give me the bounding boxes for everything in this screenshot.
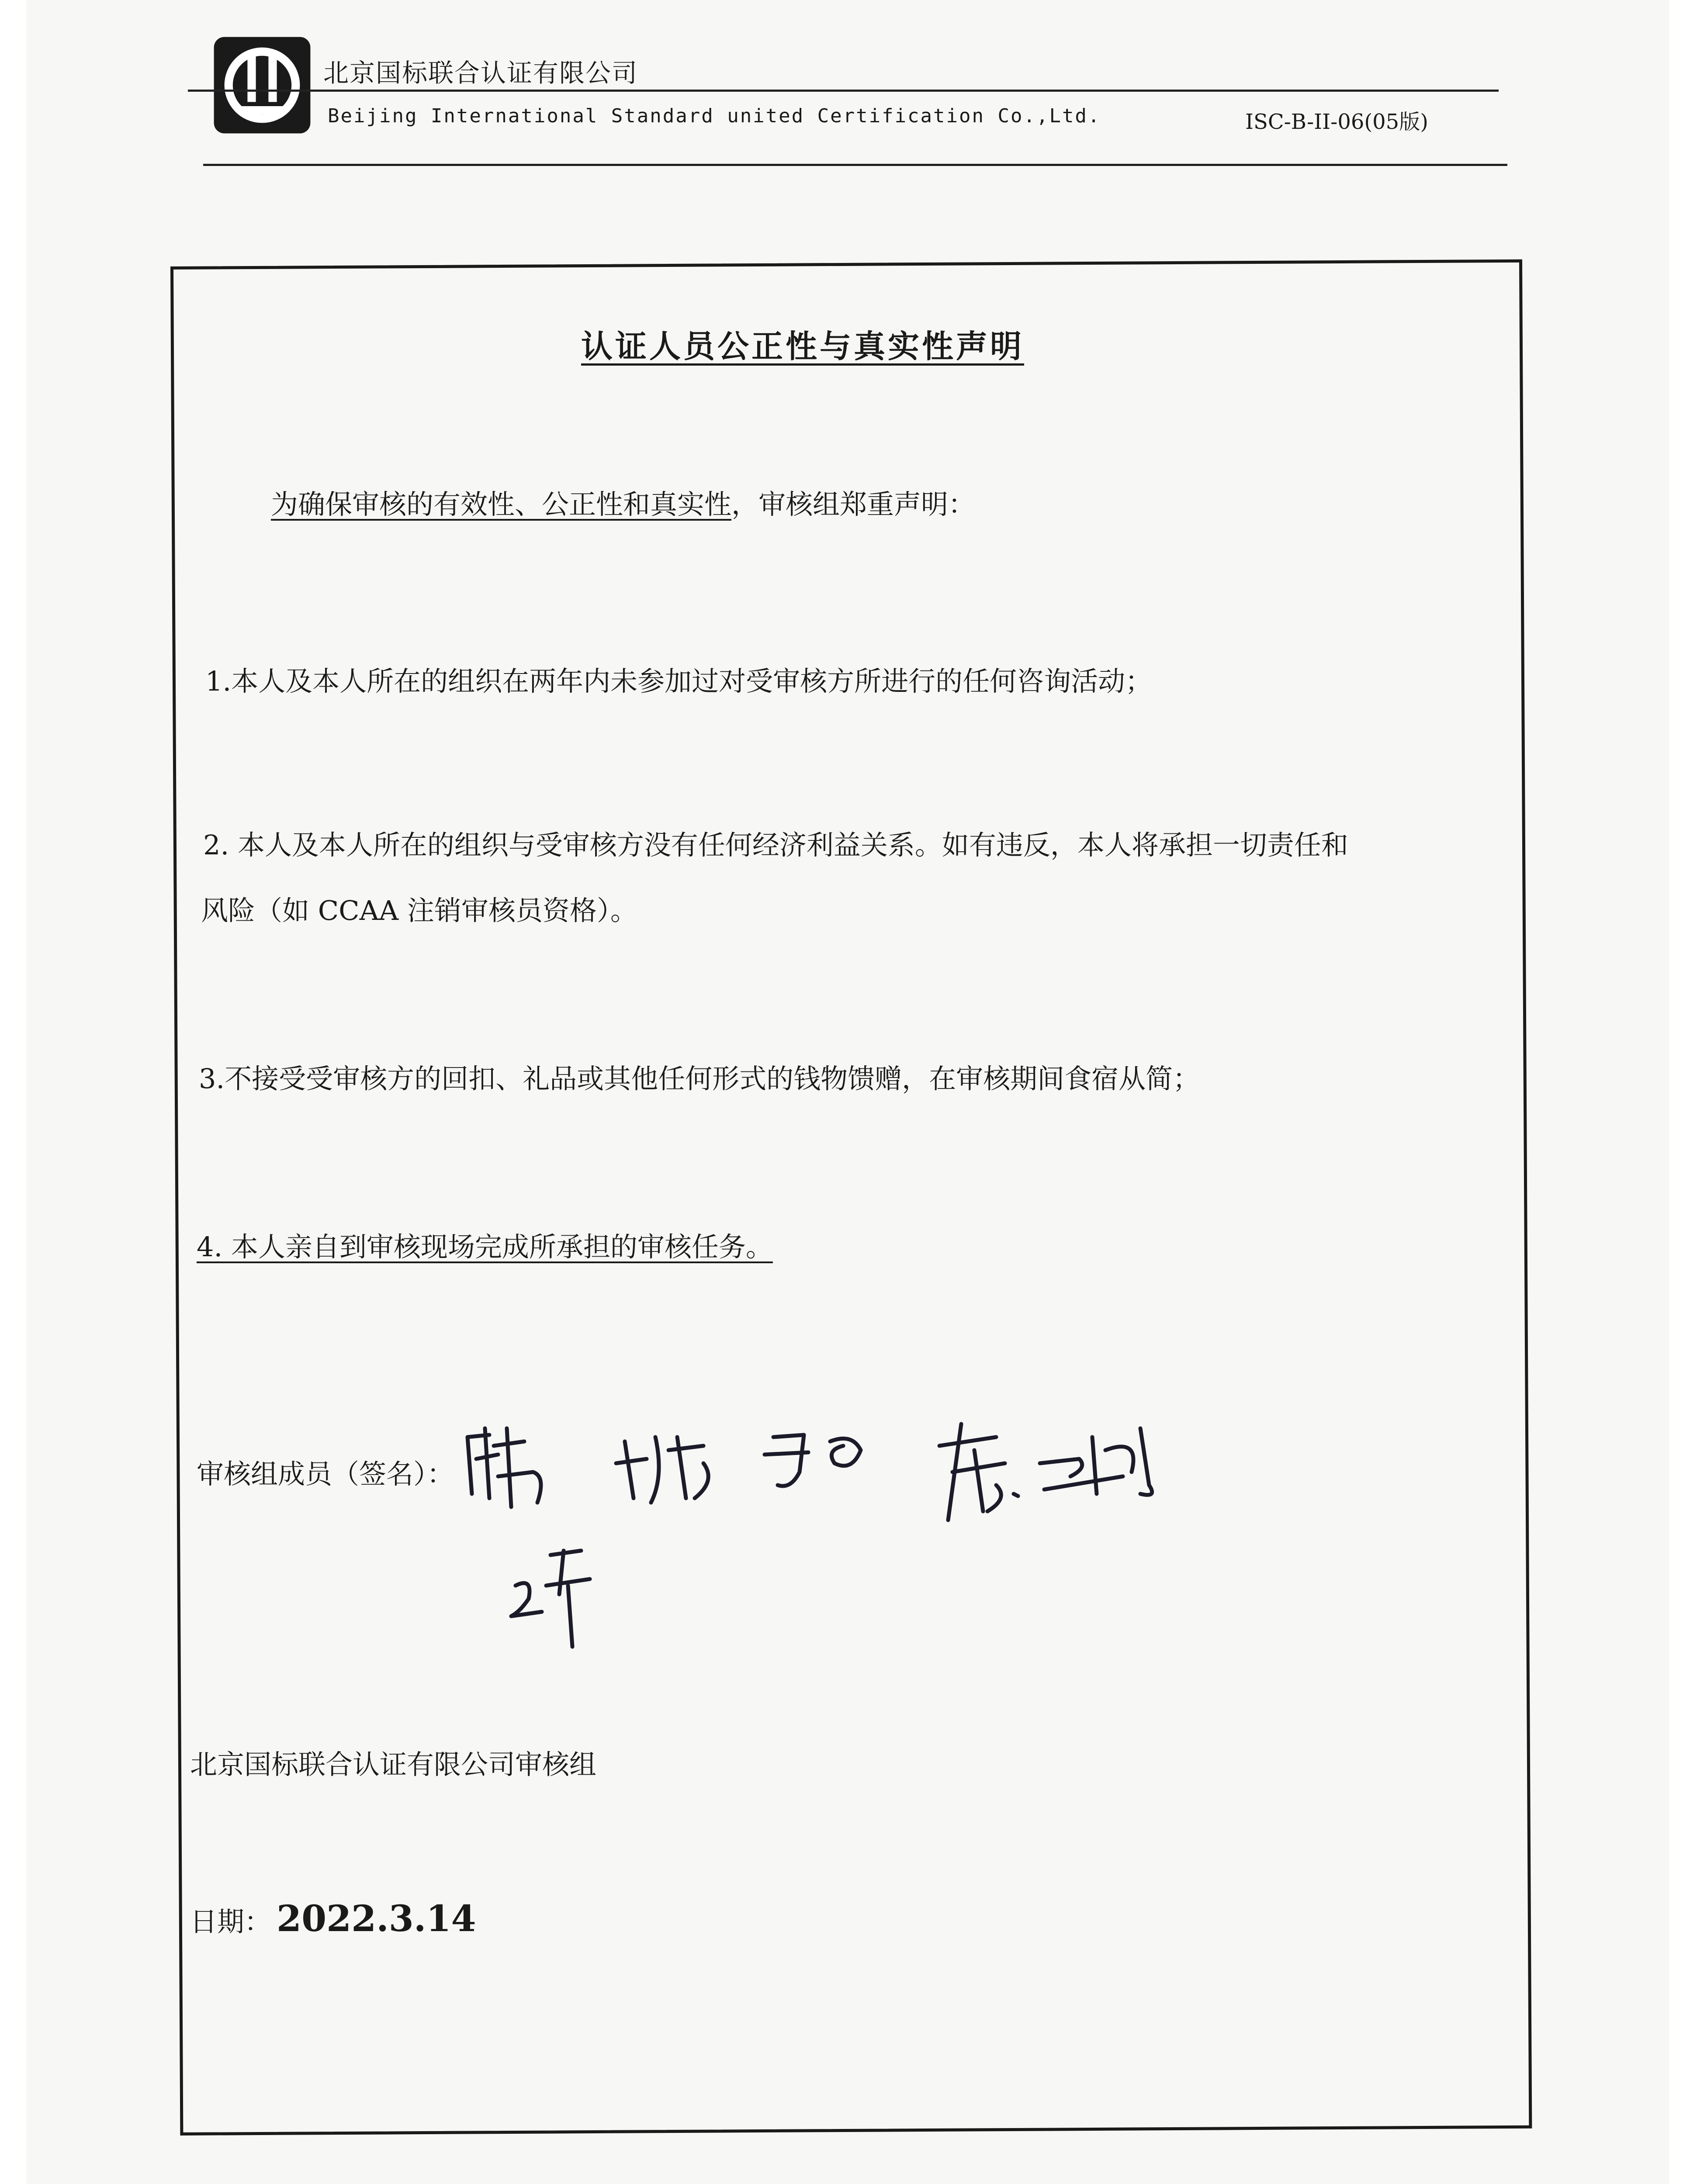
declaration-item-1: 1.本人及本人所在的组织在两年内未参加过对受审核方所进行的任何咨询活动； [205,665,1153,697]
document-code: ISC-B-II-06(05版) [1245,110,1428,134]
company-name-en: Beijing International Standard united Certification Co.,Ltd. [328,105,1101,127]
company-name-cn: 北京国标联合认证有限公司 [323,58,638,88]
date-label: 日期： [190,1906,272,1938]
handwritten-signatures [459,1411,1333,1673]
declaration-intro [271,483,975,522]
header-divider-bottom [203,164,1507,166]
intro-rest: ，审核组郑重声明： [731,488,976,520]
intro-underlined: 为确保审核的有效性、公正性和真实性 [271,488,732,520]
declaration-item-3: 3.不接受受审核方的回扣、礼品或其他任何形式的钱物馈赠，在审核期间食宿从简； [199,1063,1200,1095]
declaration-frame [170,259,1532,2136]
header-divider-top [188,90,1499,92]
signature-label: 审核组成员（签名）： [197,1458,454,1490]
declaration-item-2-line-1: 2. 本人及本人所在的组织与受审核方没有任何经济利益关系。如有违反，本人将承担一切责任和 [203,829,1348,861]
declaration-title: 认证人员公正性与真实性声明 [581,328,1025,365]
company-seal-logo [210,33,315,138]
date-row [190,1898,476,1940]
date-value: 2022.3.14 [277,1898,476,1940]
audit-team-org: 北京国标联合认证有限公司审核组 [190,1749,597,1780]
declaration-item-4: 4. 本人亲自到审核现场完成所承担的审核任务。 [197,1231,773,1263]
declaration-item-2-line-2: 风险（如 CCAA 注销审核员资格）。 [201,895,637,926]
